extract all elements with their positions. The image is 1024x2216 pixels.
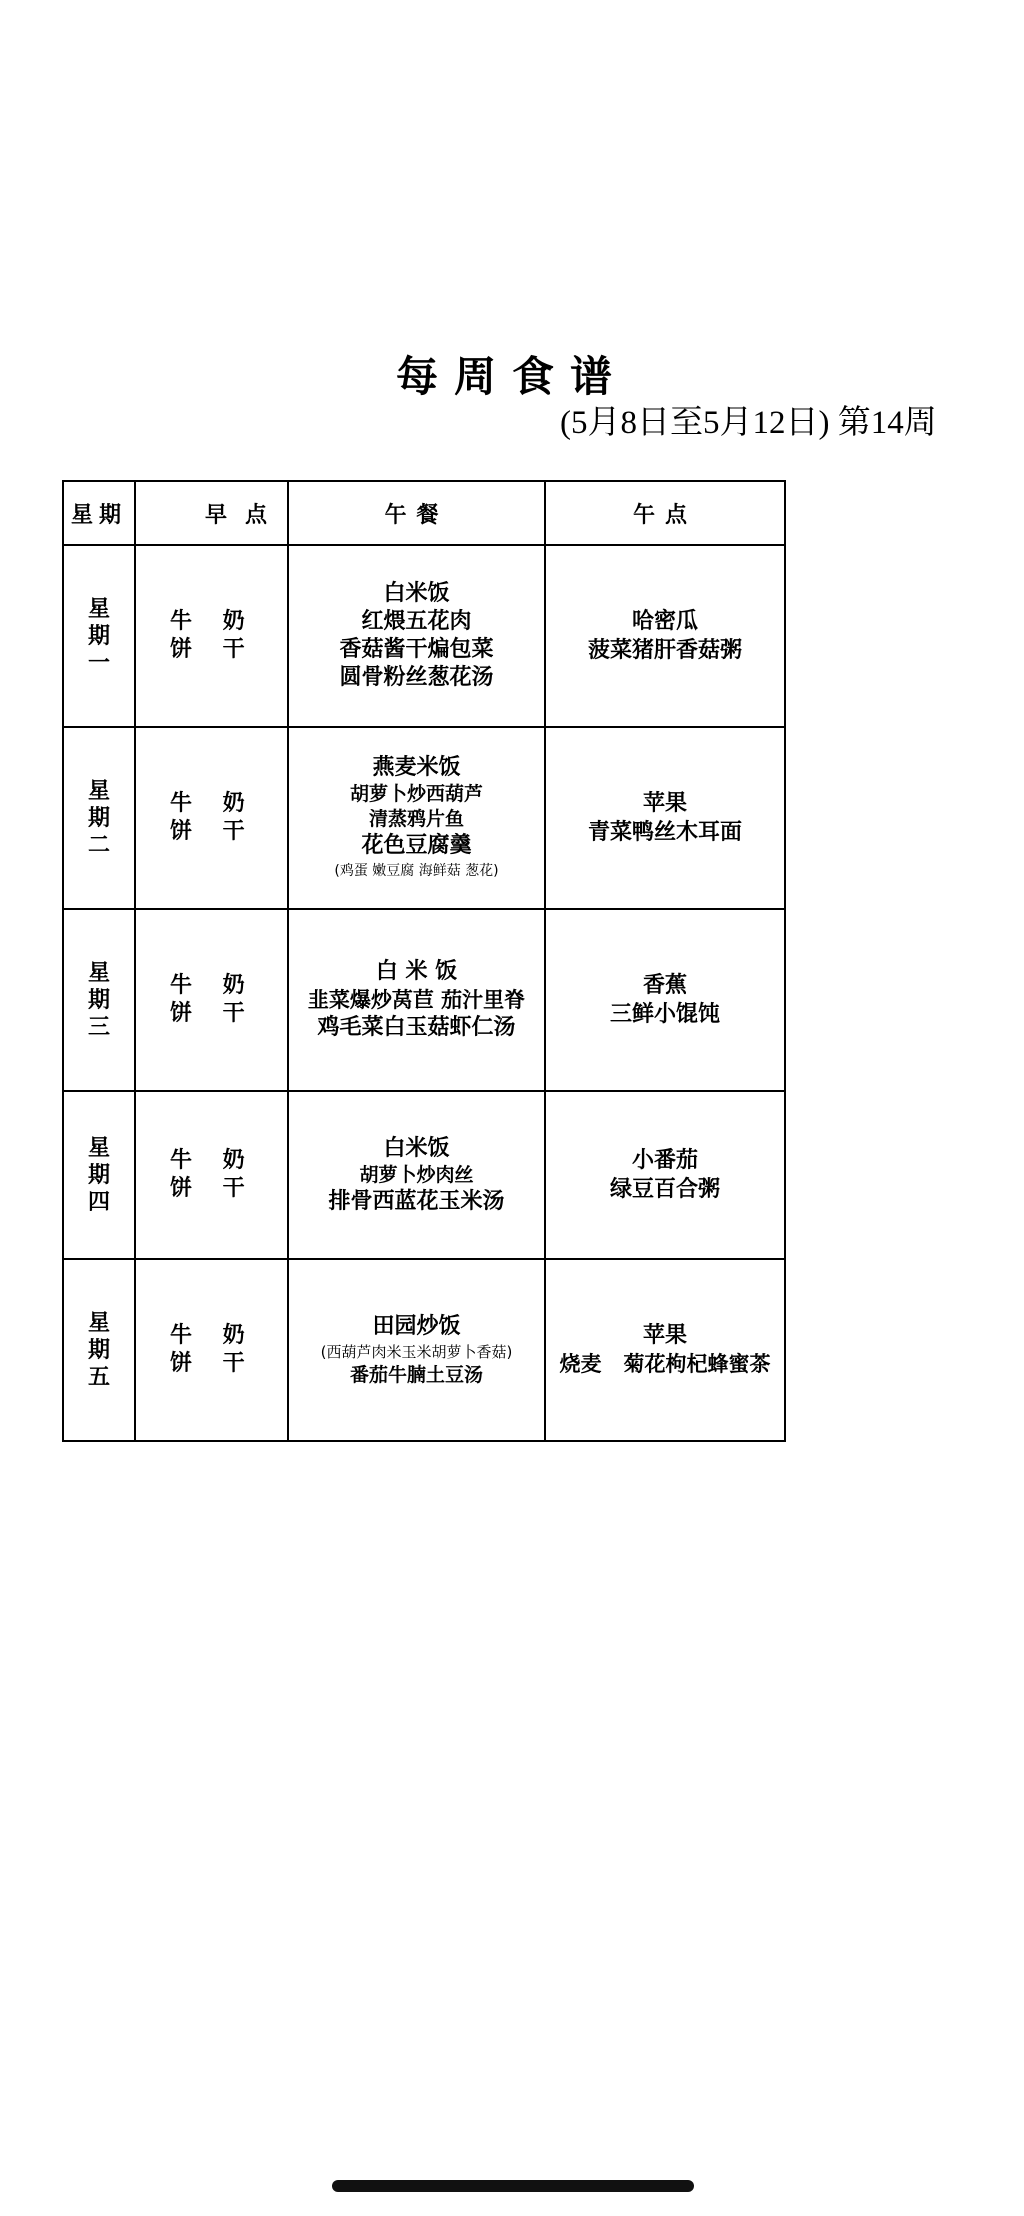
breakfast-item: 饼 干 — [170, 637, 245, 662]
home-indicator-bar[interactable] — [332, 2180, 694, 2192]
page-title: 每周食谱 — [395, 352, 628, 401]
breakfast-item: 饼 干 — [170, 1176, 245, 1201]
lunch-item: 红煨五花肉 — [361, 609, 472, 634]
day-label: 星期三 — [87, 960, 110, 1040]
lunch-item: 韭菜爆炒莴苣 茄汁里脊 — [307, 988, 526, 1012]
table-row-tuesday — [63, 727, 785, 909]
lunch-item: 番茄牛腩土豆汤 — [349, 1363, 483, 1386]
lunch-item: 白米饭 — [383, 581, 450, 606]
breakfast-item: 牛 奶 — [170, 1148, 245, 1173]
breakfast-item: 饼 干 — [170, 819, 245, 844]
table-row-friday — [63, 1259, 785, 1441]
table-row-thursday — [63, 1091, 785, 1259]
lunch-item: 花色豆腐羹 — [361, 833, 472, 858]
day-label: 星期二 — [87, 778, 110, 858]
breakfast-item: 牛 奶 — [170, 1323, 245, 1348]
weekly-menu-table — [62, 480, 786, 1442]
snack-item: 苹果 — [642, 1323, 687, 1348]
lunch-item: 鸡毛菜白玉菇虾仁汤 — [317, 1015, 516, 1040]
lunch-item: 圆骨粉丝葱花汤 — [339, 665, 494, 690]
lunch-item: 清蒸鸦片鱼 — [368, 808, 464, 830]
snack-item: 菠菜猪肝香菇粥 — [587, 638, 742, 663]
table-row-wednesday — [63, 909, 785, 1091]
header-day: 星期 — [63, 481, 135, 545]
snack-item: 三鲜小馄饨 — [609, 1002, 720, 1027]
day-label: 星期四 — [87, 1135, 110, 1215]
snack-item: 绿豆百合粥 — [609, 1177, 720, 1202]
lunch-item-ingredients: (鸡蛋 嫩豆腐 海鲜菇 葱花) — [334, 863, 499, 879]
lunch-item: 白米饭 — [383, 1135, 450, 1161]
day-label: 星期一 — [87, 596, 110, 676]
breakfast-item: 牛 奶 — [170, 973, 245, 998]
lunch-item: 胡萝卜炒肉丝 — [359, 1163, 474, 1186]
breakfast-item: 牛 奶 — [170, 609, 245, 634]
header-lunch: 午餐 — [288, 481, 545, 545]
snack-item: 苹果 — [642, 791, 687, 816]
lunch-item: 香菇酱干煸包菜 — [339, 637, 494, 662]
breakfast-item: 牛 奶 — [170, 791, 245, 816]
breakfast-item: 饼 干 — [170, 1001, 245, 1026]
lunch-item: 排骨西蓝花玉米汤 — [328, 1188, 505, 1214]
lunch-item-ingredients: (西葫芦肉米玉米胡萝卜香菇) — [320, 1342, 513, 1361]
header-breakfast: 早点 — [135, 481, 288, 545]
snack-item: 香蕉 — [642, 973, 687, 998]
snack-item: 哈密瓜 — [631, 609, 698, 634]
header-snack: 午点 — [545, 481, 785, 545]
lunch-item: 田园炒饭 — [372, 1313, 461, 1339]
day-label: 星期五 — [87, 1310, 110, 1390]
breakfast-item: 饼 干 — [170, 1351, 245, 1376]
lunch-item: 燕麦米饭 — [372, 755, 461, 780]
snack-item: 青菜鸭丝木耳面 — [587, 820, 742, 845]
table-header-row — [63, 481, 785, 545]
date-range-week: (5月8日至5月12日) 第14周 — [560, 405, 937, 441]
snack-item: 小番茄 — [631, 1148, 698, 1173]
lunch-item: 胡萝卜炒西葫芦 — [349, 783, 483, 805]
snack-item: 烧麦 菊花枸杞蜂蜜茶 — [559, 1352, 771, 1376]
table-row-monday — [63, 545, 785, 727]
lunch-item: 白 米 饭 — [375, 959, 458, 984]
